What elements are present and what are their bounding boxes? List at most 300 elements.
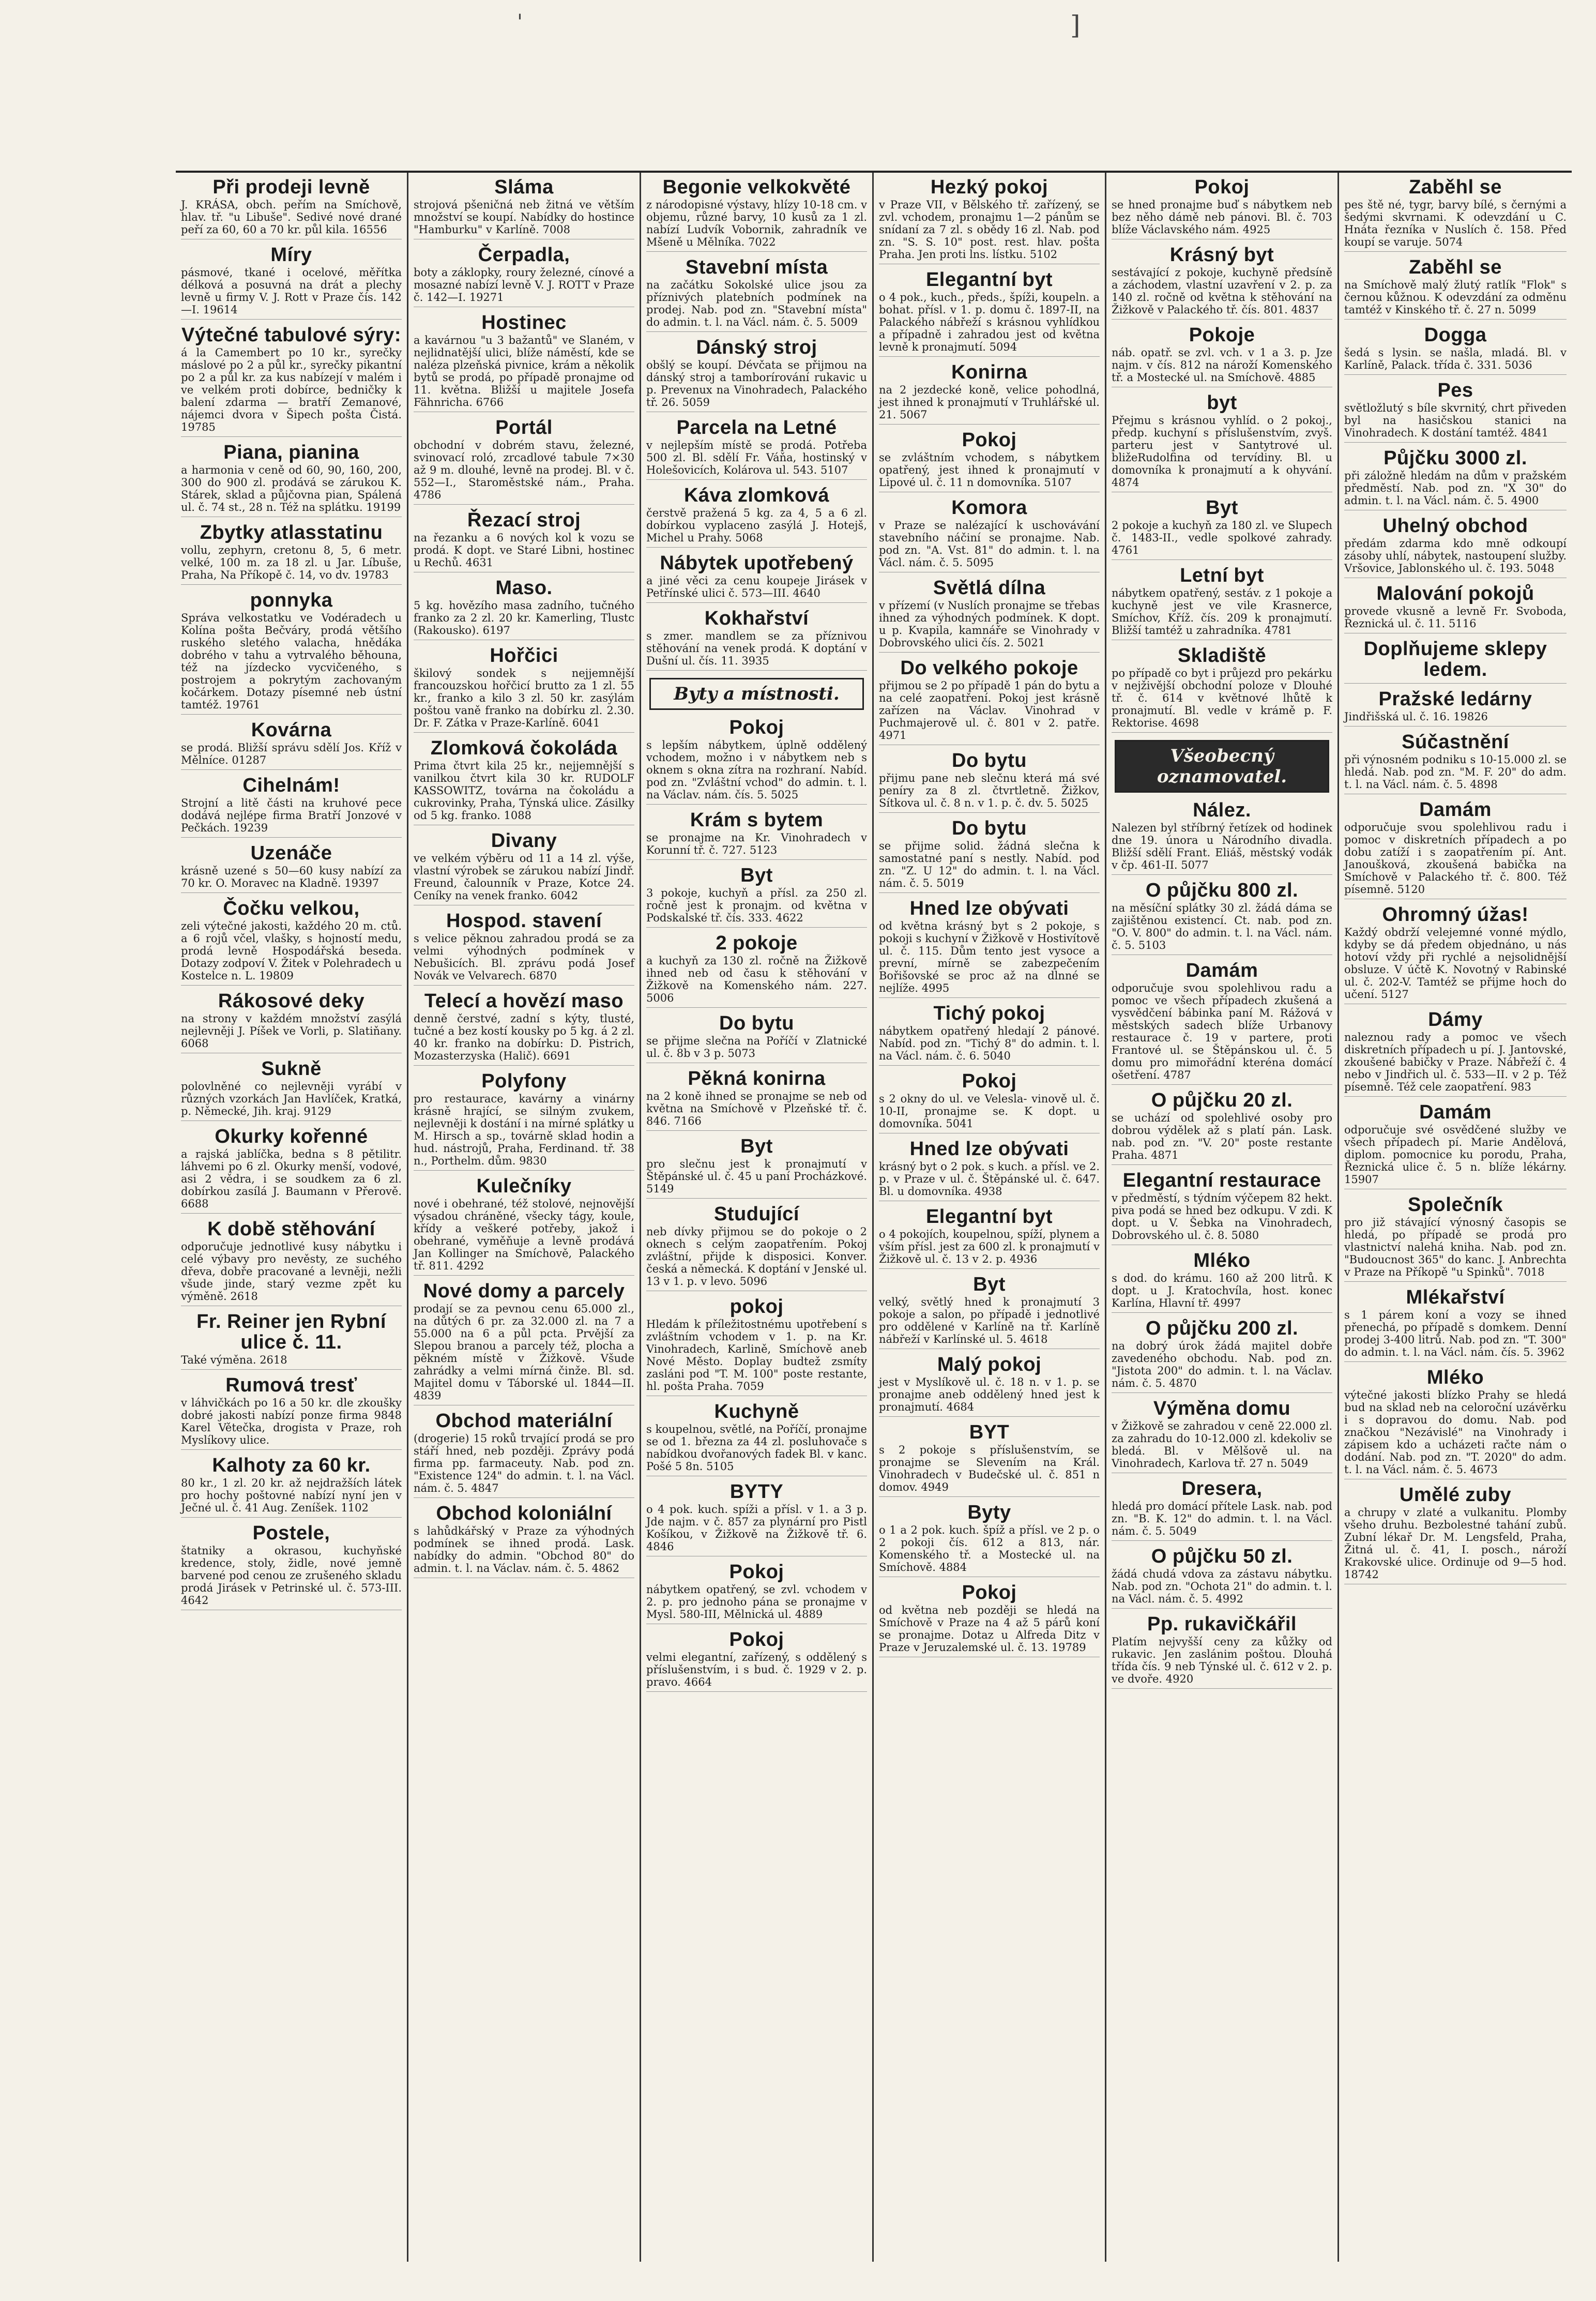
classified-ad: [1112, 245, 1332, 320]
classified-ad: [414, 738, 634, 825]
ad-body: a chrupy v zlaté a vulkanitu. Plomby všeho druhu. Bezbolestné tahání zubů. Zubní lékař Dr. M. Lengsfeld, Praha, Žitná ul. č. 41, I. posch., nároží Krakovské ulice. Ordinuje od 9—5 hod. 18742: [1344, 1506, 1567, 1581]
ad-heading: Nové domy a parcely: [423, 1280, 625, 1302]
ad-body: o 4 pokojích, koupelnou, spíží, plynem a vším přísl. jest za 600 zl. k pronajmutí v Žižkově ul. č. 13 v 2. p. 4936: [879, 1228, 1100, 1265]
ad-heading: Divany: [491, 830, 557, 852]
ad-heading: Sláma: [494, 176, 554, 198]
classified-ad: [646, 417, 867, 480]
ad-body: o 4 pok., kuch., předs., špíži, koupeln. a bohat. přísl. v 1. p. domu č. 1897-II, na Palackého nábřeží s krásnou vyhlídkou a případně i zahradou jest od května levně k pronajmutí. 5094: [879, 291, 1100, 353]
ad-body: v Praze VII, v Bělského tř. zařízený, se zvl. vchodem, pronajmu 1—2 pánům se snídaní za 7 zl. s obědy 16 zl. Nab. pod zn. "S. S. 10" post. rest. hlav. pošta Praha. Jen proti lns. lístku. 5102: [879, 199, 1100, 261]
classified-ad: [414, 1503, 634, 1578]
ad-body: Hledám k příležitostnému upotřebení s zvláštním vchodem v 1. p. na Kr. Vinohradech, Karlině, Smíchově aneb Nové Město. Doplay budtež zsmíty zasláni pod "T. M. 100" poste restante, hl. pošta Praha. 7059: [646, 1318, 867, 1392]
ad-body: se pronajme na Kr. Vinohradech v Korunní tř. č. 727. 5123: [646, 831, 867, 856]
ad-heading: Stavební místa: [685, 256, 828, 278]
ad-heading: Letní byt: [1180, 565, 1264, 586]
ad-heading: Piana, pianina: [223, 442, 359, 463]
classified-ad: [879, 750, 1100, 813]
ad-body: 80 kr., 1 zl. 20 kr. až nejdražších látek pro hochy poštovné nabízí nyní jen v Ječné ul. č. 41 Aug. Zeníšek. 1102: [181, 1477, 402, 1514]
ad-heading: Krám s bytem: [690, 809, 824, 831]
ad-heading: Pokoj: [962, 1070, 1017, 1092]
classified-ad: [181, 522, 402, 585]
ad-heading: BYT: [969, 1421, 1010, 1443]
ad-body: provede vkusně a levně Fr. Svoboda, Řeznická ul. č. 11. 5116: [1344, 605, 1567, 630]
ad-body: s lahůdkářský v Praze za výhodných podmínek se ihned prodá. Lask. nabídky do admin. "Obchod 80" do admin. t. l. na Václav. nám. č. 5. 4862: [414, 1525, 634, 1575]
classified-ad: [1344, 257, 1567, 320]
column-2: [408, 173, 641, 2262]
classified-ad: [1344, 904, 1567, 1004]
classified-ad: [181, 1126, 402, 1214]
ad-body: se zvláštním vchodem, s nábytkem opatřený, jest ihned k pronajmutí v Lipové ul. č. 11 n domovníka. 5107: [879, 451, 1100, 489]
classified-ad: [414, 417, 634, 505]
ad-body: od května krásný byt s 2 pokoje, s pokoji s kuchyní v Žižkově v Hostivítově ul. č. 115. Dům tento jest vysoce a prevní, mírně se zabezpečením Bořišovské se proc až na dlnné se nejlíže. 4995: [879, 920, 1100, 994]
ad-body: Přejmu s krásnou vyhlíd. o 2 pokoj., předp. kuchyní s příslušenstvím, zvyš. parteru jest v Santytrové ul. bližeRudolfina od tervídiny. Bl. u domovníka k pronajmutí a k ohyvání. 4874: [1112, 414, 1332, 489]
ad-heading: Společník: [1408, 1194, 1503, 1216]
column-4: [874, 173, 1106, 2262]
ad-body: nové i obehrané, též stolové, nejnovější výsadou chráněné, všecky tágy, koule, křídy a veškeré potřeby, jakož i obehrané, vyměňuje a levně prodává Jan Kollinger na Smíchově, Palackého tř. 811. 4292: [414, 1198, 634, 1272]
classified-ad: [1112, 960, 1332, 1085]
ad-heading: Hospod. stavení: [446, 910, 602, 932]
ad-heading: Zlomková čokoláda: [430, 737, 618, 759]
classified-ad: [879, 1206, 1100, 1269]
ad-heading: 2 pokoje: [716, 932, 798, 954]
ad-body: odporučuje jednotlivé kusy nábytku i celé výbavy pro nevěsty, ze suchého dřeva, dobře pracované a levněji, nežli všude jinde, starý vezme zpět ku výměně. 2618: [181, 1240, 402, 1303]
ad-heading: Kovárna: [251, 719, 332, 741]
ad-body: přijmu pane neb slečnu která má své peníry za 8 zl. čtvrtletně. Žižkov, Sítkova ul. č. 8 n. v 1. p. č. dv. 5. 5025: [879, 772, 1100, 809]
ad-heading: Byt: [1206, 497, 1238, 519]
column-1: [176, 173, 408, 2262]
ad-heading: Pokoj: [962, 1582, 1017, 1603]
section-banner: Byty a místnosti.: [649, 678, 864, 710]
ad-body: á la Camembert po 10 kr., syrečky máslové po 2 a půl kr., syrečky pikantní po 2 a půl kr. za kus nabízejí v malém i ve velkém proti dobírce, bedničky k balení zdarma — bratří Zemanové, nájemci dvora v Šipech pošta Čistá. 19785: [181, 346, 402, 433]
classified-ad: [646, 1562, 867, 1624]
ad-heading: byt: [1207, 392, 1237, 414]
ad-body: v předměstí, s týdním výčepem 82 hekt. piva podá se hned bez odkupu. V zdi. K dopt. u V. Šebka na Vinohradech, Dobrovského ul. č. 8. 5080: [1112, 1192, 1332, 1242]
ad-heading: Uzenáče: [250, 842, 332, 864]
ad-body: na strony v každém množství zasýlá nejlevněji J. Píšek ve Vorli, p. Slatiňany. 6068: [181, 1012, 402, 1050]
ad-body: s koupelnou, světlé, na Poříčí, pronajme se od 1. března za 44 zl. posluhovače s nabídkou dvořanových fadek Bl. v kanc. Pošé 5 8n. 5105: [646, 1423, 867, 1473]
ad-body: škilový sondek s nejjemnější francouzskou hořčicí brutto za 1 zl. 55 kr., franko a kilo 3 zl. 50 kr. zasýlám poštou vaně franko na dobírku zl. 2.30. Dr. F. Zátka v Praze-Karlíně. 6041: [414, 667, 634, 729]
classified-ad: [1344, 516, 1567, 578]
classified-ad: [646, 608, 867, 671]
ad-heading: Umělé zuby: [1399, 1484, 1512, 1506]
ad-body: výtečné jakosti blízko Prahy se hledá bud na sklad neb na celoroční uzávěrku i s dopravou do domu. Nab. pod značkou "Nezávislé" na Vinohrady i zápisem kdo a ucházeti račte nám o dodání. Nab. pod zn. "T. 2020" do adm. t. l. na Václ. nám. č. 5. 4673: [1344, 1389, 1567, 1476]
ad-heading: Hezký pokoj: [930, 176, 1048, 198]
ad-body: neb dívky přijmou se do pokoje o 2 oknech s celým zaopatřením. Pokoj zvláštní, přijde k disposici. Konver. česká a německá. K doptání v Jenské ul. 13 v 1. p. v levo. 5096: [646, 1225, 867, 1288]
ad-body: obšlý se koupí. Dévčata se přijmou na dánský stroj a tamborírování rukavic u p. Prevenux na Vinohradech, Palackého tř. 26. 5059: [646, 359, 867, 408]
ad-body: nábytkem opatřený, sestáv. z 1 pokoje a kuchyně jest ve vile Krasnerce, Smíchov, Kříž. čís. 209 k pronajmutí. Bližší tamtéž u zahradníka. 4781: [1112, 587, 1332, 637]
ad-heading: Pokoj: [729, 1629, 784, 1651]
ad-body: pro slečnu jest k pronajmutí v Štěpánské ul. č. 45 u paní Procházkové. 5149: [646, 1158, 867, 1195]
ad-heading: Řezací stroj: [467, 509, 581, 531]
ad-heading: Kulečníky: [476, 1175, 572, 1197]
classified-ad: [646, 485, 867, 548]
ad-body: na začátku Sokolské ulice jsou za příznivých platebních podmínek na prodej. Nab. pod zn. "Stavební místa" do admin. t. l. na Václ. nám. č. 5. 5009: [646, 279, 867, 328]
classified-ad: [646, 553, 867, 603]
ad-body: z národopisné výstavy, hlízy 10-18 cm. v objemu, různé barvy, 10 kusů za 1 zl. nabízí Ludvík Vobornik, zahradník ve Mšeně u Mělníka. 7022: [646, 199, 867, 248]
ad-heading: Uhelný obchod: [1382, 515, 1528, 537]
classified-ad: [1112, 325, 1332, 387]
ad-heading: Cihelnám!: [242, 775, 340, 796]
ad-heading: Dánský stroj: [696, 337, 817, 358]
ad-heading: Malý pokoj: [937, 1354, 1042, 1375]
ad-body: a kuchyň za 130 zl. ročně na Žižkově ihned neb od času k stěhování v Žižkově na Komenského nám. 227. 5006: [646, 955, 867, 1004]
ad-body: Také výměna. 2618: [181, 1354, 287, 1366]
column-6: [1339, 173, 1572, 2262]
classified-ad: [1344, 448, 1567, 510]
ad-heading: Elegantní byt: [925, 1206, 1053, 1228]
ad-heading: Hostinec: [481, 312, 567, 334]
classified-ad: [646, 810, 867, 860]
ad-heading: Půjčku 3000 zl.: [1384, 447, 1527, 469]
ad-heading: Maso.: [495, 577, 553, 599]
classified-ad: [181, 1455, 402, 1518]
classified-ad: [879, 818, 1100, 893]
ad-body: na řezanku a 6 nových kol k vozu se prodá. K dopt. ve Staré Libni, hostinec u Rechů. 4631: [414, 532, 634, 569]
ad-heading: Pokoj: [729, 717, 784, 738]
classified-ad: [879, 1502, 1100, 1577]
ad-body: na dobrý úrok žádá majitel dobře zavedeného obchodu. Nab. pod zn. "Jistota 200" do admin. t. l. na Václav. nám. č. 5. 4870: [1112, 1340, 1332, 1389]
classified-ad: [181, 245, 402, 320]
ad-heading: Rákosové deky: [218, 990, 365, 1012]
classified-ad: [414, 245, 634, 307]
ad-body: nábytkem opatřený hledají 2 pánové. Nabíd. pod zn. "Tichý 8" do admin. t. l. na Václ. nám. č. 6. 5040: [879, 1025, 1100, 1062]
classified-ad: [1112, 1170, 1332, 1245]
column-3: [641, 173, 874, 2262]
ad-heading: Dresera,: [1181, 1478, 1263, 1500]
ad-heading: Tichý pokoj: [933, 1003, 1045, 1024]
classified-ad: [1344, 325, 1567, 375]
ad-heading: Parcela na Letné: [676, 417, 837, 438]
classified-ad: [879, 362, 1100, 425]
ad-body: při záložně hledám na dům v pražském předměstí. Nab. pod zn. "X 30" do admin. t. l. na Václ. nám. č. 5. 4900: [1344, 470, 1567, 507]
ad-heading: Portál: [495, 417, 553, 438]
ad-heading: Pokoj: [962, 429, 1017, 451]
ad-body: polovlněné co nejlevněji vyrábí v různých vzorkách Jan Havlíček, Kratká, p. Německé, Jih. kraj. 9129: [181, 1080, 402, 1117]
ad-heading: Rumová tresť: [225, 1374, 357, 1396]
ad-body: a jiné věci za cenu koupeje Jirásek v Petřínské ulici č. 573—III. 4640: [646, 574, 867, 599]
ad-body: krásný byt o 2 pok. s kuch. a přísl. ve 2. p. v Praze v ul. č. Štěpánské ul. č. 647. Bl. u domovníka. 4938: [879, 1160, 1100, 1198]
classified-ad: [181, 775, 402, 838]
ad-body: 3 pokoje, kuchyň a přísl. za 250 zl. ročně jest k pronajm. od května v Podskalské tř. čís. 333. 4622: [646, 887, 867, 924]
ad-heading: O půjčku 50 zl.: [1151, 1546, 1293, 1567]
ad-heading: Pokoj: [1194, 176, 1250, 198]
ad-heading: BYTY: [729, 1481, 784, 1503]
ad-heading: Okurky kořenné: [215, 1126, 368, 1147]
ad-heading: Míry: [270, 244, 312, 266]
ad-heading: pokoj: [729, 1296, 784, 1318]
ad-body: krásně uzené s 50—60 kusy nabízí za 70 kr. O. Moravec na Kladně. 19397: [181, 865, 402, 889]
ad-heading: O půjčku 800 zl.: [1145, 880, 1299, 901]
classified-ad: [181, 1311, 402, 1370]
ad-body: v Praze se nalézající k uschovávání stavebního náčiní se pronajme. Nab. pod zn. "A. Vst. 81" do admin. t. l. na Václ. nám. č. 5. 5095: [879, 519, 1100, 569]
classified-ad: [181, 720, 402, 770]
ad-body: při výnosném podniku s 10-15.000 zl. se hledá. Nab. pod zn. "M. F. 20" do adm. t. l. na Václ. nám. č. 5. 4898: [1344, 753, 1567, 791]
classified-ad: [1112, 645, 1332, 733]
classified-ad: [1344, 380, 1567, 443]
ad-heading: Elegantní byt: [925, 269, 1053, 291]
ad-heading: Výměna domu: [1153, 1398, 1291, 1419]
classified-ad: [646, 717, 867, 805]
page-mark-right: ]: [1070, 10, 1081, 40]
classified-ad: [181, 442, 402, 517]
ad-body: odporučuje svou spolehlivou radu i pomoc v diskretních případech a po dobu zatíží i s zaopatřením pí. Ant. Janoušková, zkoušená babička na Smíchově v Palackého tř. č. 800. Též písemně. 5120: [1344, 821, 1567, 896]
ad-heading: Zaběhl se: [1409, 176, 1502, 198]
ad-heading: Damám: [1419, 799, 1492, 821]
ad-body: s velice pěknou zahradou prodá se za velmi výhodných podmínek v Nebušicích. Bl. zprávu podá Josef Novák ve Velvarech. 6870: [414, 932, 634, 982]
classified-ad: [1344, 1102, 1567, 1189]
classified-ad: [1344, 583, 1567, 633]
ad-body: se uchází od spolehlivé osoby pro dobrou výdělek až s platí pán. Lask. nab. pod zn. "V. 20" poste restante Praha. 4871: [1112, 1112, 1332, 1161]
ad-heading: Nález.: [1193, 799, 1251, 821]
ad-body: obchodní v dobrém stavu, železné, svinovací roló, zrcadlové tabule 7×30 až 9 m. dlouhé, levně na prodej. Bl. v č. 552—I., Staroměstské nám., Praha. 4786: [414, 439, 634, 501]
ad-body: se přijme solid. žádná slečna k samostatné paní s nestly. Nabíd. pod zn. "Z. U 12" do admin. t. l. na Václ. nám. č. 5. 5019: [879, 840, 1100, 889]
ad-body: pásmové, tkané i ocelové, měřítka délková a posuvná na drát a plechy levně u firmy V. J. Rott v Praze čís. 142—I. 19614: [181, 266, 402, 316]
ad-heading: Ohromný úžas!: [1382, 904, 1529, 926]
classified-ad: [879, 430, 1100, 492]
classified-ad: [181, 991, 402, 1053]
ad-body: v láhvičkách po 16 a 50 kr. dle zkoušky dobré jakosti nabízí ponze firma 9848 Karel Větečka, drogista v Praze, roh Myslíkovy ulice.: [181, 1397, 402, 1446]
classified-ad: [1344, 1367, 1567, 1479]
ad-body: se prodá. Bližší správu sdělí Jos. Kříž v Mělníce. 01287: [181, 741, 402, 766]
ad-body: s lepším nábytkem, úplně oddělený vchodem, možno i v nábytkem neb s oknem s okna zítra na rozhraní. Nabíd. pod zn. "Zvláštní vchod" do admin. t. l. na Václav. nám. čís. 5. 5025: [646, 739, 867, 801]
ad-body: pro již stávající výnosný časopis se hledá, po případě se prodá pro vlastnictví nalehá kniha. Nab. pod zn. "Budoucnost 365" do kanc. J. Anbrechta v Praze na Příkopě "u Spinků". 7018: [1344, 1216, 1567, 1278]
ad-heading: Nábytek upotřebený: [660, 552, 854, 574]
ad-heading: Do bytu: [719, 1012, 794, 1034]
classified-ad: [1112, 1546, 1332, 1609]
ad-body: odporučuje svou spolehlivou radu a pomoc ve všech případech zkušená a vysvědčení bábinka paní M. Rážová v městských sadech blíže Urbanovy restaurace č. 19 v partere, proti Frantové ul. se Štěpánskou ul. č. 5 domu pro mimořádní kteréna domácí ošetření. 4787: [1112, 982, 1332, 1081]
classified-ad: [646, 865, 867, 928]
ad-heading: Pokoje: [1189, 324, 1255, 346]
classified-ad: [879, 578, 1100, 653]
classified-ad: [646, 1296, 867, 1396]
ad-heading: Hned lze obývati: [909, 1138, 1069, 1160]
ad-body: Platím nejvyšší ceny za kůžky od rukavic. Jen zaslánim poštou. Dlouhá třída čís. 9 neb Týnské ul. č. 612 v 2. p. ve dvoře. 4920: [1112, 1636, 1332, 1685]
ad-heading: Damám: [1185, 960, 1258, 981]
ad-body: Jindřišská ul. č. 16. 19826: [1344, 710, 1488, 723]
ad-heading: Postele,: [252, 1522, 330, 1544]
ad-heading: Mléko: [1426, 1367, 1484, 1388]
ad-heading: ponnyka: [250, 589, 333, 611]
ad-body: se hned pronajme buď s nábytkem neb bez něho dámě neb pánovi. Bl. č. 703 blíže Václavského nám. 4925: [1112, 199, 1332, 236]
ad-body: po případě co byt i průjezd pro pekárku v nejživější obchodní poloze v Dlouhé tř. č. 614 v květnové lhůtě k pronajmutí. Bl. vedle v krámě p. F. Rektorise. 4698: [1112, 667, 1332, 729]
ad-heading: K době stěhování: [207, 1218, 375, 1240]
classified-ad: [646, 1401, 867, 1476]
classified-ad: [879, 1422, 1100, 1497]
classified-ad: [414, 1411, 634, 1498]
classified-ad: [646, 1068, 867, 1131]
ad-body: a harmonia v ceně od 60, 90, 160, 200, 300 do 900 zl. prodává se zárukou K. Stárek, sklad a půjčovna pian, Spálená ul. č. 74 st., 28 n. Též na splátku. 19199: [181, 464, 402, 513]
ad-heading: Pěkná konirna: [688, 1068, 826, 1089]
ad-heading: Telecí a hovězí maso: [424, 990, 624, 1012]
ad-body: v nejlepším místě se prodá. Potřeba 500 zl. Bl. sdělí Fr. Váňa, hostinský v Holešovicích, Kolárova ul. 543. 5107: [646, 439, 867, 476]
ad-body: Každý obdrží velejemné vonné mýdlo, kdyby se dá předem objednáno, u nás hotoví vždy při rychlé a nejsolidnější obsluze. V účtě K. Novotný v Rabinské ul. č. 202-V. Tamtéž se přijme hoch do učení. 5127: [1344, 926, 1567, 1001]
ad-body: nábytkem opatřený, se zvl. vchodem v 2. p. pro jednoho pána se pronajme v Mysl. 580-III, Mělnická ul. 4889: [646, 1583, 867, 1621]
ad-heading: Kalhoty za 60 kr.: [212, 1455, 371, 1476]
ad-body: na 2 jezdecké koně, velice pohodlná, jest ihned k pronajmutí v Truhlářské ul. 21. 5067: [879, 384, 1100, 421]
ad-body: a rajská jablíčka, bedna s 8 pětilitr. láhvemi po 6 zl. Okurky menší, vodové, asi 2 vědra, i se soudkem za 6 zl. dobírkou zasílá J. Baumann v Přerově. 6688: [181, 1148, 402, 1210]
classified-ad: [1112, 1318, 1332, 1393]
classified-ad: [1112, 880, 1332, 955]
ad-body: 2 pokoje a kuchyň za 180 zl. ve Slupech č. 1483-II., vedle spolkové zahrady. 4761: [1112, 519, 1332, 556]
ad-heading: Do velkého pokoje: [900, 657, 1078, 679]
ad-body: naleznou rady a pomoc ve všech diskretních případech u pí. J. Jantovské, zkoušené babičky v Praze. Nábřeží č. 4 nebo v Jindřich ul. č. 533—II. v 2 p. Též písemně. Též cele zaopatření. 983: [1344, 1031, 1567, 1093]
ad-heading: Konirna: [951, 361, 1028, 383]
ad-heading: Pokoj: [729, 1561, 784, 1583]
ad-body: Strojní a litě části na kruhové pece dodává nejlépe firma Bratří Jonzové v Pečkách. 19239: [181, 797, 402, 834]
ad-heading: Byt: [973, 1274, 1006, 1295]
classified-ad: [181, 1058, 402, 1121]
ad-heading: Zbytky atlasstatinu: [200, 522, 383, 543]
classified-ad: [181, 1219, 402, 1306]
ad-body: Prima čtvrt kila 25 kr., nejjemnější s vanilkou čtvrt kila 30 kr. RUDOLF KASSOWITZ, továrna na čokoládu a cukrovinky, Praha, Týnská ulice. Zásilky od 5 kg. franko. 1088: [414, 760, 634, 822]
ad-heading: Pes: [1437, 380, 1473, 401]
ad-heading: Do bytu: [952, 818, 1027, 839]
classified-ad: [1344, 1287, 1567, 1362]
classified-ad: [1112, 497, 1332, 560]
classified-ad: [414, 177, 634, 239]
classified-ad: [1112, 1250, 1332, 1313]
ad-heading: Káva zlomková: [683, 485, 830, 506]
ad-body: přijmou se 2 po případě 1 pán do bytu a na celé zaopatření. Pokoj jest krásně zařízen na Václav. Vinohrad v Puchmajerově ul. č. 801 v 2. patře. 4971: [879, 679, 1100, 741]
ad-heading: Při prodeji levně: [212, 176, 370, 198]
ad-body: vollu, zephyrn, cretonu 8, 5, 6 metr. velké, 100 m. za 18 zl. u Jar. Líbuše, Praha, Na Příkopě č. 14, vo dv. 19783: [181, 544, 402, 581]
ad-body: na 2 koně ihned se pronajme se neb od května na Smíchově v Plzeňské tř. č. 846. 7166: [646, 1090, 867, 1127]
classified-ad: [646, 337, 867, 412]
ad-heading: Pp. rukavičkářil: [1147, 1613, 1297, 1635]
classified-ad: [1112, 392, 1332, 492]
ad-heading: Hned lze obývati: [909, 898, 1069, 919]
ad-heading: Komora: [951, 497, 1027, 519]
classified-ad: [1344, 1485, 1567, 1584]
ad-body: šedá s lysin. se našla, mladá. Bl. v Karlíně, Palack. třída č. 331. 5036: [1344, 346, 1567, 371]
classified-ad: [879, 269, 1100, 357]
ad-body: s dod. do krámu. 160 až 200 litrů. K dopt. u J. Kratochvíla, host. konec Karlína, Hlavní tř. 4997: [1112, 1272, 1332, 1309]
ad-body: náb. opatř. se zvl. vch. v 1 a 3. p. Jze najm. v čís. 812 na nároží Komenského tř. a Mostecké ul. na Smíchově. 4885: [1112, 346, 1332, 384]
ad-body: s 2 pokoje s příslušenstvím, se pronajme se Slevením na Král. Vinohradech v Budečské ul. č. 851 n domov. 4949: [879, 1444, 1100, 1493]
ad-heading: Fr. Reiner jen Rybní ulice č. 11.: [196, 1311, 386, 1353]
ad-body: hledá pro domácí přítele Lask. nab. pod zn. "B. K. 12" do admin. t. l. na Václ. nám. č. 5. 5049: [1112, 1500, 1332, 1537]
ad-heading: Pražské ledárny: [1378, 688, 1532, 710]
ad-body: Nalezen byl stříbrný řetízek od hodinek dne 19. února u Národního divadla. Bližší sdělí Frant. Eliáš, městský vodák v čp. 461-II. 5077: [1112, 822, 1332, 871]
classified-ad: [414, 830, 634, 905]
classified-ad: [1344, 1009, 1567, 1097]
ad-heading: Studující: [714, 1203, 799, 1225]
ad-body: prodají se za pevnou cenu 65.000 zl., na důtých 6 pr. za 32.000 zl. na 7 a 55.000 na 6 a půl pcta. Prvější za Slepou branou a parcely též, plocha a pěkném místě v Žižkově. Všude zahrádky a velmi mírná činže. Bl. sd. Majitel domu v Táborské ul. 1844—II. 4839: [414, 1303, 634, 1402]
classified-ad: [414, 991, 634, 1066]
ad-body: žádá chudá vdova za zástavu nábytku. Nab. pod zn. "Ochota 21" do admin. t. l. na Václ. nám. č. 5. 4992: [1112, 1568, 1332, 1605]
ad-heading: Výtečné tabulové sýry:: [181, 324, 401, 346]
ad-body: na Smíchově malý žlutý ratlík "Flok" s černou kůžnou. K odevzdání za odměnu tamtéž v Kinského tř. č. 27 n. 5099: [1344, 279, 1567, 316]
ad-body: s 1 párem koní a vozy se ihned přenechá, po případě s domkem. Denní prodej 3-400 litrů. Nab. pod zn. "T. 300" do admin. t. l. na Václ. nám. čís. 5. 3962: [1344, 1309, 1567, 1358]
classified-ad: [1112, 1090, 1332, 1165]
classified-ad: [646, 257, 867, 332]
ad-body: velký, světlý hned k pronajmutí 3 pokoje a salon, po případě i jednotlivé pro oddělené v Karlíně na tř. Karlíně nábřeží v Karlínské ul. 5. 4618: [879, 1296, 1100, 1345]
ad-heading: Mlékařství: [1406, 1286, 1505, 1308]
ad-body: v Žižkově se zahradou v ceně 22.000 zl. za zahradu do 10-12.000 zl. kdekoliv se bledá. Bl. v Mělšově ul. na Vinohradech, Karlova tř. 27 n. 5049: [1112, 1420, 1332, 1470]
classified-ad: [181, 177, 402, 239]
page-mark-left: ': [517, 10, 523, 34]
classified-ad: [646, 1013, 867, 1063]
classified-ad: [646, 1629, 867, 1692]
ad-heading: Mléko: [1193, 1250, 1251, 1271]
ad-heading: Polyfony: [481, 1070, 567, 1092]
classified-ad: [1112, 1478, 1332, 1541]
ad-body: od května neb později se hledá na Smíchově v Praze na 4 až 5 párů koní se pronajme. Dotaz u Alfreda Ditz v Praze v Jeruzalemské ul. č. 13. 19789: [879, 1604, 1100, 1654]
classified-ad: [414, 312, 634, 412]
classified-ad: [1344, 799, 1567, 899]
classified-ad: [646, 177, 867, 252]
ad-body: odporučuje své osvědčené služby ve všech případech pí. Marie Andělová, diplom. pomocnice ku porodu, Praha, Řeznická ulice č. 5 n. blíže lékárny. 15907: [1344, 1124, 1567, 1186]
classified-ad: [414, 645, 634, 733]
classified-ad: [1344, 177, 1567, 252]
ad-heading: Damám: [1419, 1101, 1492, 1123]
ad-heading: O půjčku 20 zl.: [1151, 1089, 1293, 1111]
ad-heading: Doplňujeme sklepy ledem.: [1363, 638, 1547, 680]
ad-heading: Kokhařství: [704, 608, 809, 629]
ad-heading: Dogga: [1424, 324, 1487, 346]
classified-ad: [1344, 689, 1567, 726]
classified-ad: [879, 1139, 1100, 1201]
ad-body: strojová pšeničná neb žitná ve větším množství se koupí. Nabídky do hostince "Hamburku" v Karlíně. 7008: [414, 199, 634, 236]
classified-ad: [646, 1481, 867, 1556]
ad-heading: Byt: [740, 865, 773, 886]
classified-ad: [181, 590, 402, 715]
ad-heading: Malování pokojů: [1376, 583, 1534, 604]
classified-ad: [181, 325, 402, 437]
classified-ad: [879, 1274, 1100, 1349]
ad-body: jest v Myslíkově ul. č. 18 n. v 1. p. se pronajme aneb oddělený hned jest k pronajmutí. 4684: [879, 1376, 1100, 1413]
ad-heading: Kuchyně: [714, 1401, 799, 1422]
classified-ad: [414, 578, 634, 640]
ad-body: Správa velkostatku ve Vodéradech u Kolína pošta Bečváry, prodá většího ruského sletého valacha, hnědáka dobrého v tahu a vytrvalého běhouna, též na jízdecko vycvičeného, s postrojem a pokrytým zachovaným kočárkem. Dotazy písemné neb ústní tamtéž. 19761: [181, 612, 402, 711]
classified-ad: [1112, 1398, 1332, 1473]
ad-heading: Byt: [740, 1136, 773, 1157]
ad-heading: Zaběhl se: [1409, 256, 1502, 278]
classified-ad: [879, 1354, 1100, 1417]
classified-ad: [414, 1281, 634, 1405]
ad-heading: Byty: [967, 1502, 1011, 1523]
ad-body: předám zdarma kdo mně odkoupí zásoby uhlí, nábytek, nastoupení služby. Vršovice, Jablonského ul. č. 193. 5048: [1344, 537, 1567, 574]
ad-heading: Sukně: [261, 1058, 322, 1080]
classified-ad: [1112, 800, 1332, 875]
ad-heading: Hořčici: [490, 645, 558, 667]
ad-heading: Čerpadla,: [478, 244, 570, 266]
classified-ad: [879, 177, 1100, 264]
classified-ad: [181, 1523, 402, 1610]
classified-ad: [414, 510, 634, 572]
ad-heading: Dámy: [1428, 1009, 1483, 1031]
classified-ad: [1344, 639, 1567, 684]
ad-body: štatniky a okrasou, kuchyňské kredence, stoly, židle, nové jemně barvené pod cenou ze zrušeného skladu prodá Jirásek v Petrinské ul. č. 573-III. 4642: [181, 1545, 402, 1607]
ad-body: sestávající z pokoje, kuchyně předsíně a záchodem, vlastní uzavření v 2. p. za 140 zl. ročně od května k stěhování na Žižkově v Palackého tř. čís. 801. 4837: [1112, 266, 1332, 316]
ad-body: pes ště né, tygr, barvy bílé, s černými a šedými skvrnami. K odevzdání u C. Hnáta řezníka v Nuslích č. 158. Před koupí se varuje. 5074: [1344, 199, 1567, 248]
classified-ad: [414, 911, 634, 986]
classified-ad: [646, 1136, 867, 1199]
classified-ad: [181, 898, 402, 986]
ad-body: o 4 pok. kuch. spíži a přísl. v 1. a 3 p. Jde najm. v č. 857 za plynární pro Pistl Košíkou, v Žižkově na Žižkově tř. 6. 4846: [646, 1503, 867, 1553]
ad-body: a kavárnou "u 3 bažantů" ve Slaném, v nejlidnatější ulici, blíže náměstí, kde se naléza plzeňská pivnice, krám a několik bytů se prodá, po případě pronajme od 11. května. Bližší u majitele Josefa Fähnricha. 6766: [414, 334, 634, 408]
ad-body: ve velkém výběru od 11 a 14 zl. výše, vlastní výrobek se zárukou nabízí Jindř. Freund, čalounník v Praze, Kotce 24. Ceníky na venek franko. 6042: [414, 852, 634, 902]
ad-body: se přijme slečna na Poříčí v Zlatnické ul. č. 8b v 3 p. 5073: [646, 1035, 867, 1059]
classified-columns: [176, 171, 1572, 2262]
ad-body: denně čerstvé, zadní s kýty, tlusté, tučné a bez kostí kousky po 5 kg. á 2 zl. 40 kr. franko na dobírku: D. Pistrich, Mozasterzyska (Halič). 6691: [414, 1012, 634, 1062]
classified-ad: [879, 658, 1100, 745]
column-5: [1106, 173, 1339, 2262]
ad-heading: Skladiště: [1177, 645, 1267, 667]
ad-body: J. KRÁSA, obch. peřím na Smíchově, hlav. tř. "u Libuše". Sedivé nové drané peří za 60, 60 a 70 kr. půl kila. 16556: [181, 199, 402, 236]
ad-body: pro restaurace, kavárny a vinárny krásně hrající, se silným zvukem, nejlevněji k dostání i na mírné splátky u M. Hirsch a sp., továrně sklad hodin a hud. nástrojů, Praha, Ferdinand. tř. 38 n., Porthelm. dům. 9830: [414, 1093, 634, 1167]
classified-ad: [1112, 565, 1332, 640]
ad-body: s 2 okny do ul. ve Velesla- vinově ul. č. 10-II, pronajme se. K dopt. u domovníka. 5041: [879, 1093, 1100, 1130]
